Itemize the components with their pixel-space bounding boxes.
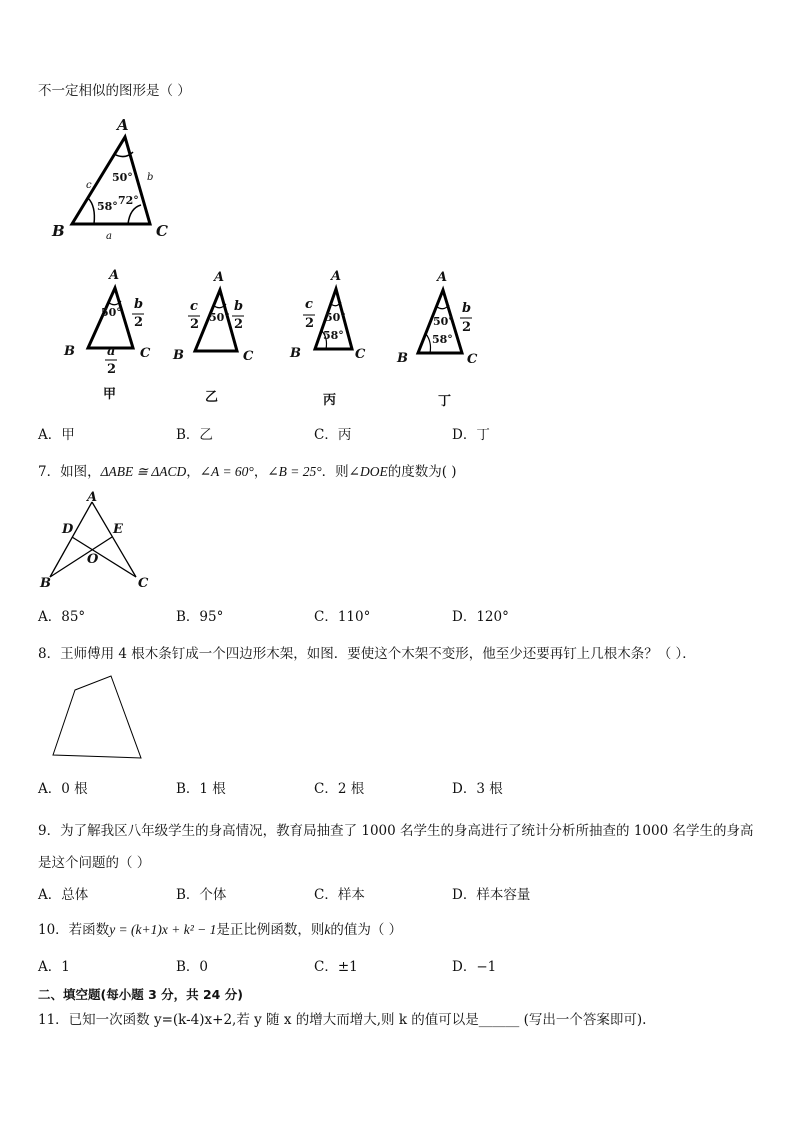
ding-angle-1: 50° <box>433 315 454 328</box>
yi-angle: 50° <box>209 311 230 324</box>
q9-option-c[interactable]: C．样本 <box>314 887 365 903</box>
q7-vertex-a: A <box>87 490 98 505</box>
q10-stem-mid: 是正比例函数，则 <box>216 922 325 938</box>
bing-angle-2: 58° <box>323 329 344 342</box>
q7-vertex-b: B <box>40 576 51 591</box>
jia-vertex-a: A <box>109 268 120 283</box>
q7-vertex-o: O <box>87 552 99 567</box>
q11-stem: 11．已知一次函数 y=(k-4)x+2,若 y 随 x 的增大而增大,则 k 的值可以是______ (写出一个答案即可). <box>38 1012 647 1028</box>
bing-side-c-den: 2 <box>305 316 315 331</box>
jia-caption: 甲 <box>103 387 117 402</box>
bing-vertex-c: C <box>355 347 366 362</box>
jia-side-a-num: a <box>107 344 116 359</box>
ding-side-b-den: 2 <box>462 320 472 335</box>
q10-stem <box>38 921 402 939</box>
ding-side-b-num: b <box>462 301 472 316</box>
q10-option-c[interactable]: C．±1 <box>314 959 358 975</box>
q7-vertex-e: E <box>113 522 123 537</box>
yi-side-b-den: 2 <box>234 317 244 332</box>
q6-option-a[interactable]: A．甲 <box>38 427 75 443</box>
q7-option-d[interactable]: D．120° <box>452 609 509 625</box>
yi-vertex-b: B <box>173 348 184 363</box>
ding-vertex-c: C <box>467 352 478 367</box>
bing-caption: 丙 <box>323 393 337 408</box>
q7-stem-suffix: 的度数为( ) <box>387 464 457 480</box>
yi-side-b-num: b <box>234 299 244 314</box>
q7-option-a[interactable]: A．85° <box>38 609 86 625</box>
ding-caption: 丁 <box>438 394 452 409</box>
ding-angle-2: 58° <box>432 333 453 346</box>
q7-option-b[interactable]: B．95° <box>176 609 224 625</box>
q7-vertex-d: D <box>62 522 74 537</box>
q7-math-angle-b: ∠B = 25° <box>267 464 322 479</box>
q10-math-k: k <box>324 922 331 937</box>
q8-option-d[interactable]: D．3 根 <box>452 781 503 797</box>
q8-option-b[interactable]: B．1 根 <box>176 781 226 797</box>
q10-stem-suffix: 的值为（ ） <box>330 922 403 938</box>
q9-option-d[interactable]: D．样本容量 <box>452 887 531 903</box>
q8-option-a[interactable]: A．0 根 <box>38 781 88 797</box>
q9-stem-line-1: 9．为了解我区八年级学生的身高情况，教育局抽查了 1000 名学生的身高进行了统计分析所抽查的 1000 名学生的身高 <box>38 823 754 839</box>
jia-side-b-den: 2 <box>134 315 144 330</box>
q6-main-vertex-a: A <box>117 116 129 134</box>
q6-main-side-b: b <box>147 172 154 183</box>
bing-vertex-a: A <box>331 269 342 284</box>
jia-vertex-c: C <box>140 346 151 361</box>
q6-stem: 不一定相似的图形是（ ） <box>38 83 191 99</box>
q10-option-a[interactable]: A．1 <box>38 959 70 975</box>
q9-stem-line-2: 是这个问题的（ ） <box>38 855 151 871</box>
q6-main-angle-a: 50° <box>112 171 133 184</box>
yi-caption: 乙 <box>205 390 219 405</box>
q6-main-vertex-b: B <box>52 222 65 240</box>
ding-vertex-b: B <box>397 351 408 366</box>
q10-stem-prefix: 10．若函数 <box>38 922 110 938</box>
yi-side-c-den: 2 <box>190 317 200 332</box>
q7-math-angle-a: ∠A = 60° <box>199 464 254 479</box>
q9-option-b[interactable]: B．个体 <box>176 887 227 903</box>
q9-option-a[interactable]: A．总体 <box>38 887 89 903</box>
q7-math-congruent: ΔABE ≅ ΔACD <box>100 464 187 479</box>
yi-vertex-a: A <box>214 270 225 285</box>
ding-vertex-a: A <box>437 270 448 285</box>
yi-side-c-num: c <box>190 299 198 314</box>
q7-sep-1: ， <box>186 464 200 480</box>
q8-stem: 8．王师傅用 4 根木条钉成一个四边形木架，如图．要使这个木架不变形，他至少还要再钉上几根木条？（ ）． <box>38 646 696 662</box>
q6-main-vertex-c: C <box>156 222 168 240</box>
q6-option-c[interactable]: C．丙 <box>314 427 352 443</box>
q8-option-c[interactable]: C．2 根 <box>314 781 365 797</box>
q6-main-angle-b: 58° <box>97 200 118 213</box>
q7-stem-prefix: 7．如图， <box>38 464 101 480</box>
bing-angle-1: 50° <box>325 311 346 324</box>
q10-option-b[interactable]: B．0 <box>176 959 209 975</box>
q7-option-c[interactable]: C．110° <box>314 609 371 625</box>
q6-main-angle-c: 72° <box>118 194 139 207</box>
q6-main-side-c: c <box>86 180 92 191</box>
bing-vertex-b: B <box>290 346 301 361</box>
bing-side-c-num: c <box>305 297 313 312</box>
q10-option-d[interactable]: D．−1 <box>452 959 497 975</box>
q6-option-b[interactable]: B．乙 <box>176 427 213 443</box>
jia-side-b-num: b <box>134 297 144 312</box>
jia-vertex-b: B <box>64 344 75 359</box>
q7-stem-mid: ．则 <box>321 464 349 480</box>
q7-sep-2: ， <box>253 464 268 480</box>
jia-side-a-den: 2 <box>107 362 117 377</box>
q6-option-d[interactable]: D．丁 <box>452 427 490 443</box>
q10-math-function: y = (k+1)x + k² − 1 <box>109 922 217 937</box>
section-2-title: 二、填空题(每小题 3 分，共 24 分) <box>38 987 243 1002</box>
q6-main-side-a: a <box>106 231 112 242</box>
yi-vertex-c: C <box>243 349 254 364</box>
q7-vertex-c: C <box>138 576 149 591</box>
jia-angle: 50° <box>101 306 122 319</box>
q7-math-angle-doe: ∠DOE <box>348 464 388 479</box>
